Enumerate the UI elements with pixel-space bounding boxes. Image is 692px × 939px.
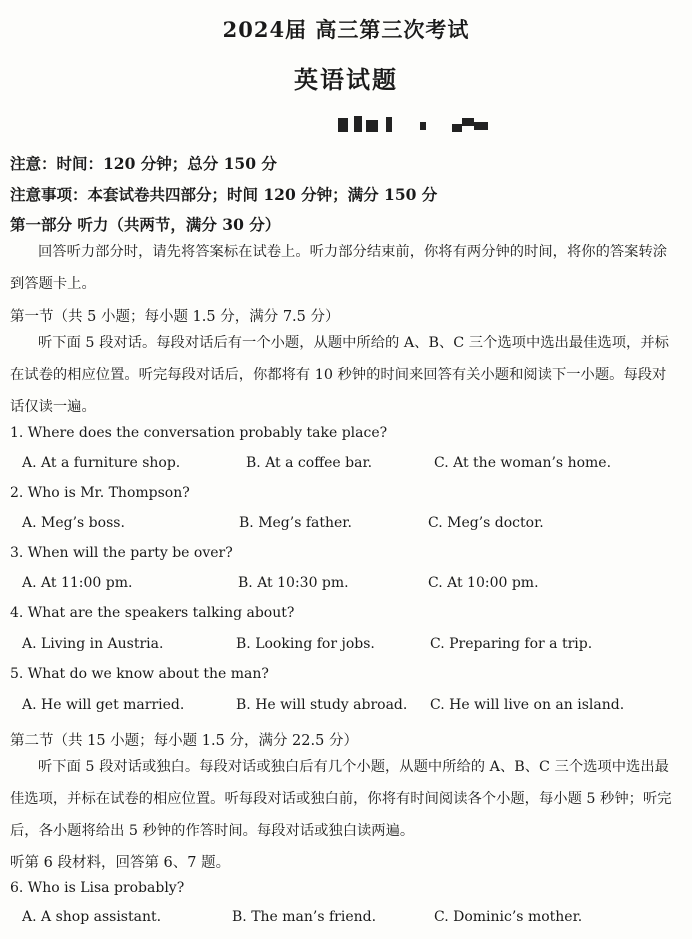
part1-instructions: 回答听力部分时，请先将答案标在试卷上。听力部分结束前，你将有两分钟的时间，将你的答案转涂到答题卡上。	[10, 244, 668, 292]
question-1-stem: 1. Where does the conversation probably take place?	[10, 425, 388, 441]
question-3-option-a: A. At 11:00 pm.	[22, 575, 133, 591]
question-6-stem: 6. Who is Lisa probably?	[10, 880, 185, 896]
question-6-option-c: C. Dominic’s mother.	[434, 909, 583, 925]
exam-subtitle: 英语试题	[294, 65, 398, 94]
part1-heading: 第一部分 听力（共两节，满分 30 分）	[10, 215, 281, 234]
section2-instructions: 听下面 5 段对话或独白。每段对话或独白后有几个小题，从题中所给的 A、B、C 三个选项中选出最佳选项，并标在试卷的相应位置。听每段对话或独白前，你将有时间阅读各个小题，每小题 5 秒钟；听完后，各小题将给出 5 秒钟的作答时间。每段对话或独白读两遍。	[10, 759, 672, 839]
section1-heading: 第一节（共 5 小题；每小题 1.5 分，满分 7.5 分）	[10, 309, 340, 325]
question-3-stem: 3. When will the party be over?	[10, 545, 233, 561]
question-4-option-b: B. Looking for jobs.	[236, 636, 375, 652]
question-4-stem: 4. What are the speakers talking about?	[10, 605, 295, 621]
question-1-option-b: B. At a coffee bar.	[246, 455, 373, 471]
question-2-option-a: A. Meg’s boss.	[22, 515, 125, 531]
question-2-option-b: B. Meg’s father.	[239, 515, 352, 531]
question-5-option-c: C. He will live on an island.	[430, 697, 625, 713]
question-5-option-a: A. He will get married.	[22, 697, 185, 713]
exam-title: 2024届 高三第三次考试	[222, 17, 470, 42]
question-6-option-b: B. The man’s friend.	[232, 909, 377, 925]
question-3-option-c: C. At 10:00 pm.	[428, 575, 539, 591]
material-6-instruction: 听第 6 段材料，回答第 6、7 题。	[10, 855, 231, 871]
question-2-option-c: C. Meg’s doctor.	[428, 515, 544, 531]
question-3-option-b: B. At 10:30 pm.	[238, 575, 349, 591]
question-1-option-a: A. At a furniture shop.	[22, 455, 181, 471]
question-5-stem: 5. What do we know about the man?	[10, 666, 269, 682]
redacted-code-pattern	[334, 114, 494, 134]
notice-time: 注意：时间：120 分钟；总分 150 分	[10, 154, 277, 173]
question-1-option-c: C. At the woman’s home.	[434, 455, 612, 471]
question-6-option-a: A. A shop assistant.	[22, 909, 162, 925]
question-5-option-b: B. He will study abroad.	[236, 697, 408, 713]
notice-items: 注意事项：本套试卷共四部分；时间 120 分钟；满分 150 分	[10, 185, 438, 204]
section2-heading: 第二节（共 15 小题；每小题 1.5 分，满分 22.5 分）	[10, 733, 358, 749]
question-4-option-a: A. Living in Austria.	[22, 636, 164, 652]
question-2-stem: 2. Who is Mr. Thompson?	[10, 485, 190, 501]
question-4-option-c: C. Preparing for a trip.	[430, 636, 593, 652]
section1-instructions: 听下面 5 段对话。每段对话后有一个小题，从题中所给的 A、B、C 三个选项中选出最佳选项，并标在试卷的相应位置。听完每段对话后，你都将有 10 秒钟的时间来回答有关小题和阅读下一小题。每段对话仅读一遍。	[10, 335, 669, 415]
